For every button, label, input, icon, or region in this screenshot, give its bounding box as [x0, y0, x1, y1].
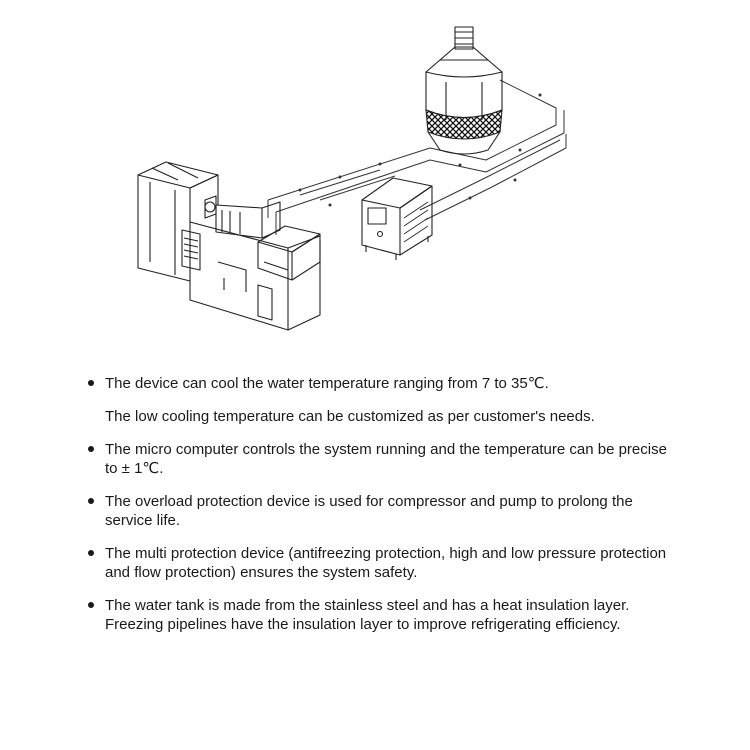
bullet-icon [88, 602, 94, 608]
bullet-icon [88, 550, 94, 556]
feature-note: The low cooling temperature can be customized as per customer's needs. [105, 408, 595, 425]
water-chiller-unit [362, 178, 432, 260]
feature-text: The water tank is made from the stainless steel and has a heat insulation layer. Freezing pipelines have the insulation layer to improve refrigerating efficiency. [105, 597, 630, 633]
feature-list [88, 374, 678, 634]
feature-item [88, 544, 678, 582]
feature-item [88, 440, 678, 478]
cooling-tower [426, 27, 502, 154]
bullet-icon [88, 498, 94, 504]
bullet-icon [88, 380, 94, 386]
system-installation-illustration [0, 0, 750, 360]
feature-item [88, 374, 678, 426]
feature-text: The micro computer controls the system running and the temperature can be precise to ± 1℃. [105, 441, 667, 477]
bullet-icon [88, 446, 94, 452]
feature-item [88, 492, 678, 530]
feature-item [88, 596, 678, 634]
feature-text: The overload protection device is used for compressor and pump to prolong the service life. [105, 493, 633, 529]
injection-molding-machine [138, 162, 320, 330]
feature-text: The device can cool the water temperature ranging from 7 to 35℃. [105, 375, 549, 392]
water-pipes [268, 80, 566, 235]
feature-text: The multi protection device (antifreezing protection, high and low pressure protection and flow protection) ensures the system safety. [105, 545, 667, 581]
